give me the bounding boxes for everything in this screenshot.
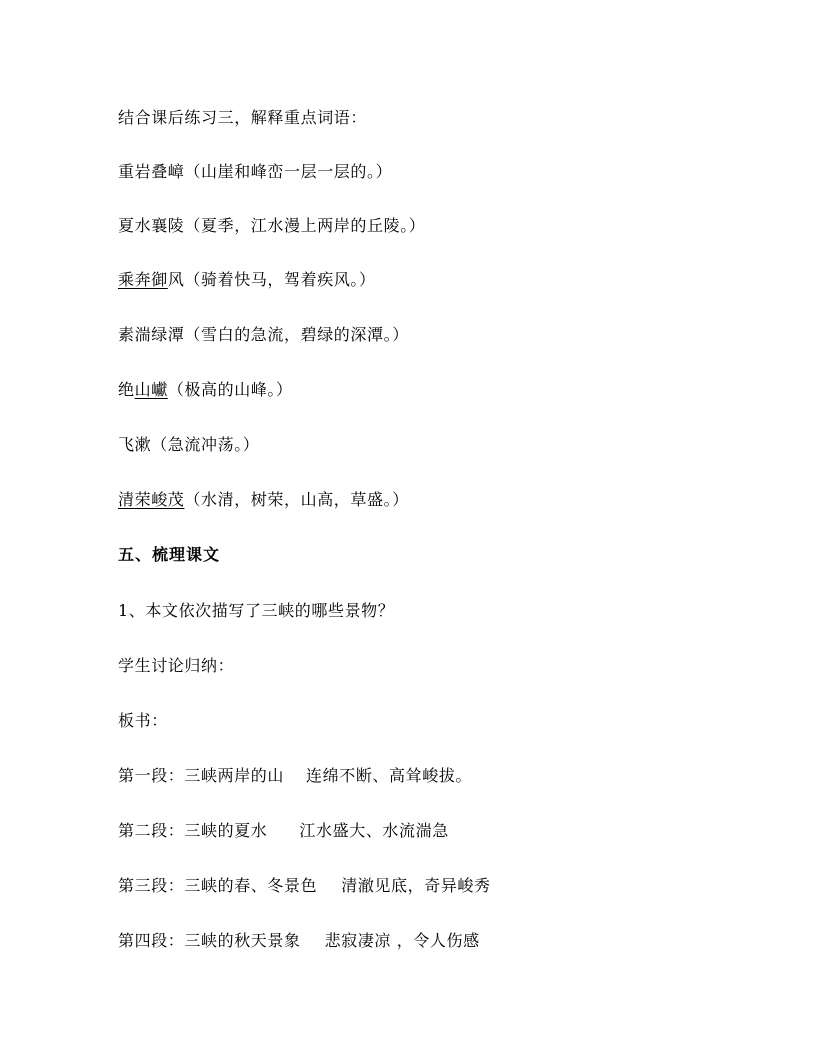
paragraph-label: 第一段： (118, 766, 185, 785)
vocab-item (118, 269, 376, 291)
paragraph-subject: 三峡两岸的山 (184, 766, 285, 785)
vocab-term: 重岩叠嶂 (118, 162, 185, 181)
paragraph-summary (118, 765, 472, 787)
paragraph-feature: 清澈见底，奇异峻秀 (341, 876, 491, 895)
paragraph-label: 第三段： (118, 876, 185, 895)
vocab-gloss: （水清，树荣，山高，草盛。） (184, 490, 409, 509)
vocab-term: 飞漱 (118, 435, 152, 454)
paragraph-summary (118, 930, 480, 952)
paragraph-subject: 三峡的秋天景象 (184, 931, 301, 950)
paragraph-feature: 连绵不断、高耸峻拔。 (306, 766, 473, 785)
vocab-item (118, 215, 425, 237)
vocab-term: 素湍绿潭 (118, 325, 185, 344)
paragraph-feature: 悲寂凄凉 ，令人伤感 (324, 931, 480, 950)
section-heading: 五、梳理课文 (118, 545, 221, 564)
paragraph-subject: 三峡的春、冬景色 (184, 876, 318, 895)
vocab-gloss: （极高的山峰。） (167, 380, 293, 399)
paragraph-summary (118, 820, 449, 842)
vocab-item (118, 324, 409, 346)
vocab-term: 绝 (118, 380, 135, 399)
vocab-item (118, 434, 259, 456)
vocab-gloss: （夏季，江水漫上两岸的丘陵。） (184, 216, 426, 235)
question-line: 1、本文依次描写了三峡的哪些景物？ (118, 601, 395, 620)
vocab-term: 风 (167, 270, 185, 289)
vocab-gloss: （山崖和峰峦一层一层的。） (184, 162, 393, 181)
vocab-gloss: （雪白的急流，碧绿的深潭。） (184, 325, 409, 344)
vocab-term-underlined: 清荣峻茂 (118, 490, 185, 509)
paragraph-feature: 江水盛大、水流湍急 (299, 821, 449, 840)
paragraph-summary (118, 875, 491, 897)
vocab-gloss: （急流冲荡。） (151, 435, 260, 454)
paragraph-label: 第二段： (118, 821, 185, 840)
paragraph-label: 第四段： (118, 931, 185, 950)
vocab-item (118, 161, 392, 183)
vocab-gloss: （骑着快马，驾着疾风。） (184, 270, 376, 289)
board-label: 板书： (118, 711, 168, 730)
vocab-term-underlined: 乘奔御 (118, 270, 168, 289)
intro-line: 结合课后练习三，解释重点词语： (118, 108, 368, 127)
discussion-label: 学生讨论归纳： (118, 656, 235, 675)
vocab-item (118, 489, 409, 511)
vocab-item (118, 379, 293, 401)
paragraph-subject: 三峡的夏水 (184, 821, 268, 840)
vocab-term-underlined: 山巘 (134, 380, 168, 399)
vocab-term: 夏水襄陵 (118, 216, 185, 235)
